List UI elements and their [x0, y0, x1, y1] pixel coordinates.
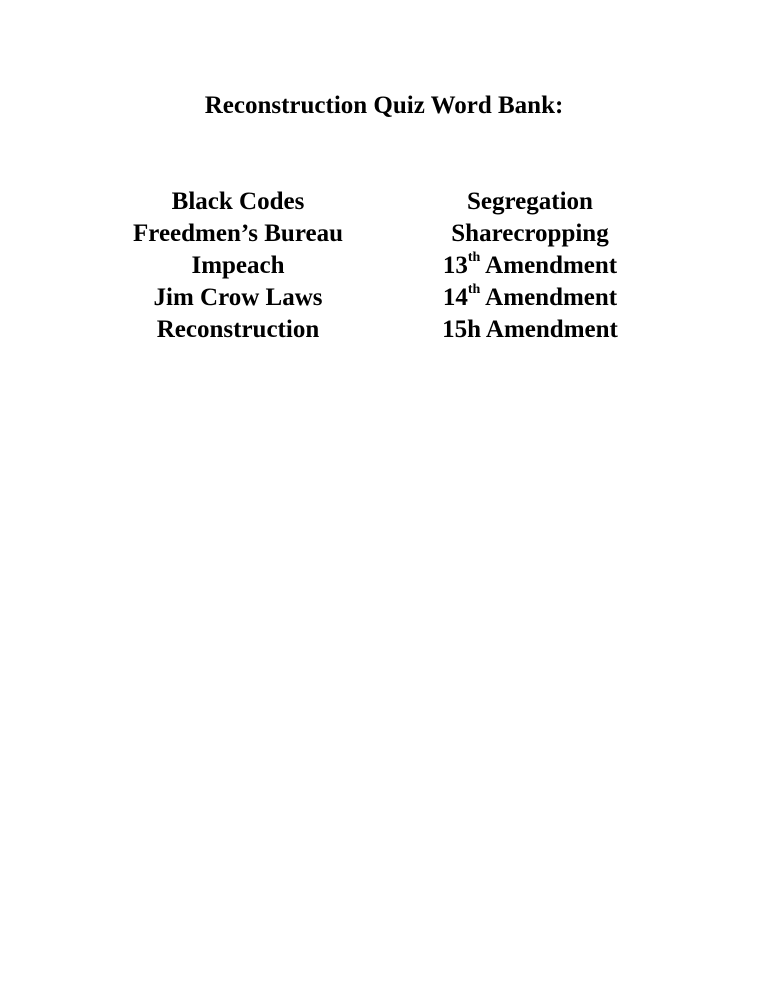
- term-impeach: Impeach: [191, 252, 285, 279]
- term-14th-amendment: [380, 282, 680, 314]
- term-reconstruction: Reconstruction: [156, 316, 320, 343]
- term-14th-number: 14: [442, 284, 468, 311]
- page-title: Reconstruction Quiz Word Bank:: [204, 92, 564, 119]
- term-freedmens-bureau: Freedmen’s Bureau: [133, 220, 343, 247]
- term-13th-amendment: [380, 250, 680, 282]
- term-13th-word: Amendment: [480, 252, 618, 279]
- word-bank-right-column: [380, 186, 680, 346]
- term-sharecropping: Sharecropping: [451, 220, 609, 247]
- term-14th-word: Amendment: [480, 284, 618, 311]
- term-13th-ordinal: th: [467, 249, 481, 265]
- term-segregation: Segregation: [467, 188, 593, 215]
- term-13th-number: 13: [442, 252, 468, 279]
- word-bank-left-column: [88, 186, 388, 346]
- term-jim-crow-laws: Jim Crow Laws: [153, 284, 323, 311]
- term-black-codes: Black Codes: [171, 188, 305, 215]
- term-15th-amendment: 15h Amendment: [442, 316, 618, 343]
- term-14th-ordinal: th: [467, 281, 481, 297]
